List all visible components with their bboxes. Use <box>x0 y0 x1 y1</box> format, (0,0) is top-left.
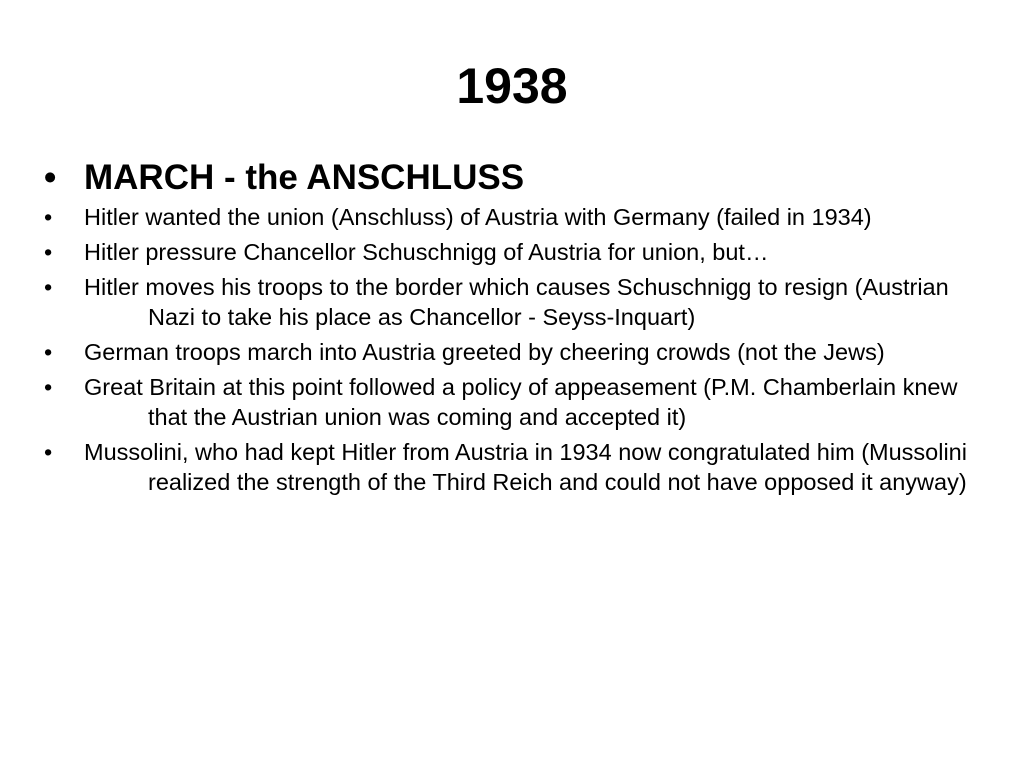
bullet-text: Hitler wanted the union (Anschluss) of Austria with Germany (failed in 1934) <box>84 204 872 230</box>
bullet-icon: • <box>44 239 53 265</box>
slide-title: 1938 <box>456 58 568 114</box>
bullet-item-4 <box>44 272 994 332</box>
bullet-icon: • <box>44 274 53 300</box>
bullet-item-5 <box>44 337 994 367</box>
bullet-text: MARCH - the ANSCHLUSS <box>84 158 525 197</box>
bullet-text: Great Britain at this point followed a policy of appeasement (P.M. Chamberlain knew that the Austrian union was coming and accepted it) <box>84 374 958 430</box>
bullet-icon: • <box>44 204 53 230</box>
bullet-icon: • <box>44 439 53 465</box>
bullet-item-7 <box>44 437 994 497</box>
bullet-item-1 <box>44 157 994 199</box>
bullet-item-6 <box>44 372 994 432</box>
bullet-icon: • <box>44 158 57 197</box>
bullet-text: German troops march into Austria greeted by cheering crowds (not the Jews) <box>84 339 885 365</box>
bullet-text: Mussolini, who had kept Hitler from Austria in 1934 now congratulated him (Mussolini realized the strength of the Third Reich and could not have opposed it anyway) <box>84 439 967 495</box>
bullet-text: Hitler moves his troops to the border which causes Schuschnigg to resign (Austrian Nazi to take his place as Chancellor - Seyss-Inquart) <box>84 274 949 330</box>
bullet-item-3 <box>44 237 994 267</box>
bullet-item-2 <box>44 202 994 232</box>
bullet-text: Hitler pressure Chancellor Schuschnigg of Austria for union, but… <box>84 239 769 265</box>
bullet-icon: • <box>44 374 53 400</box>
bullet-list <box>44 157 994 502</box>
bullet-icon: • <box>44 339 53 365</box>
